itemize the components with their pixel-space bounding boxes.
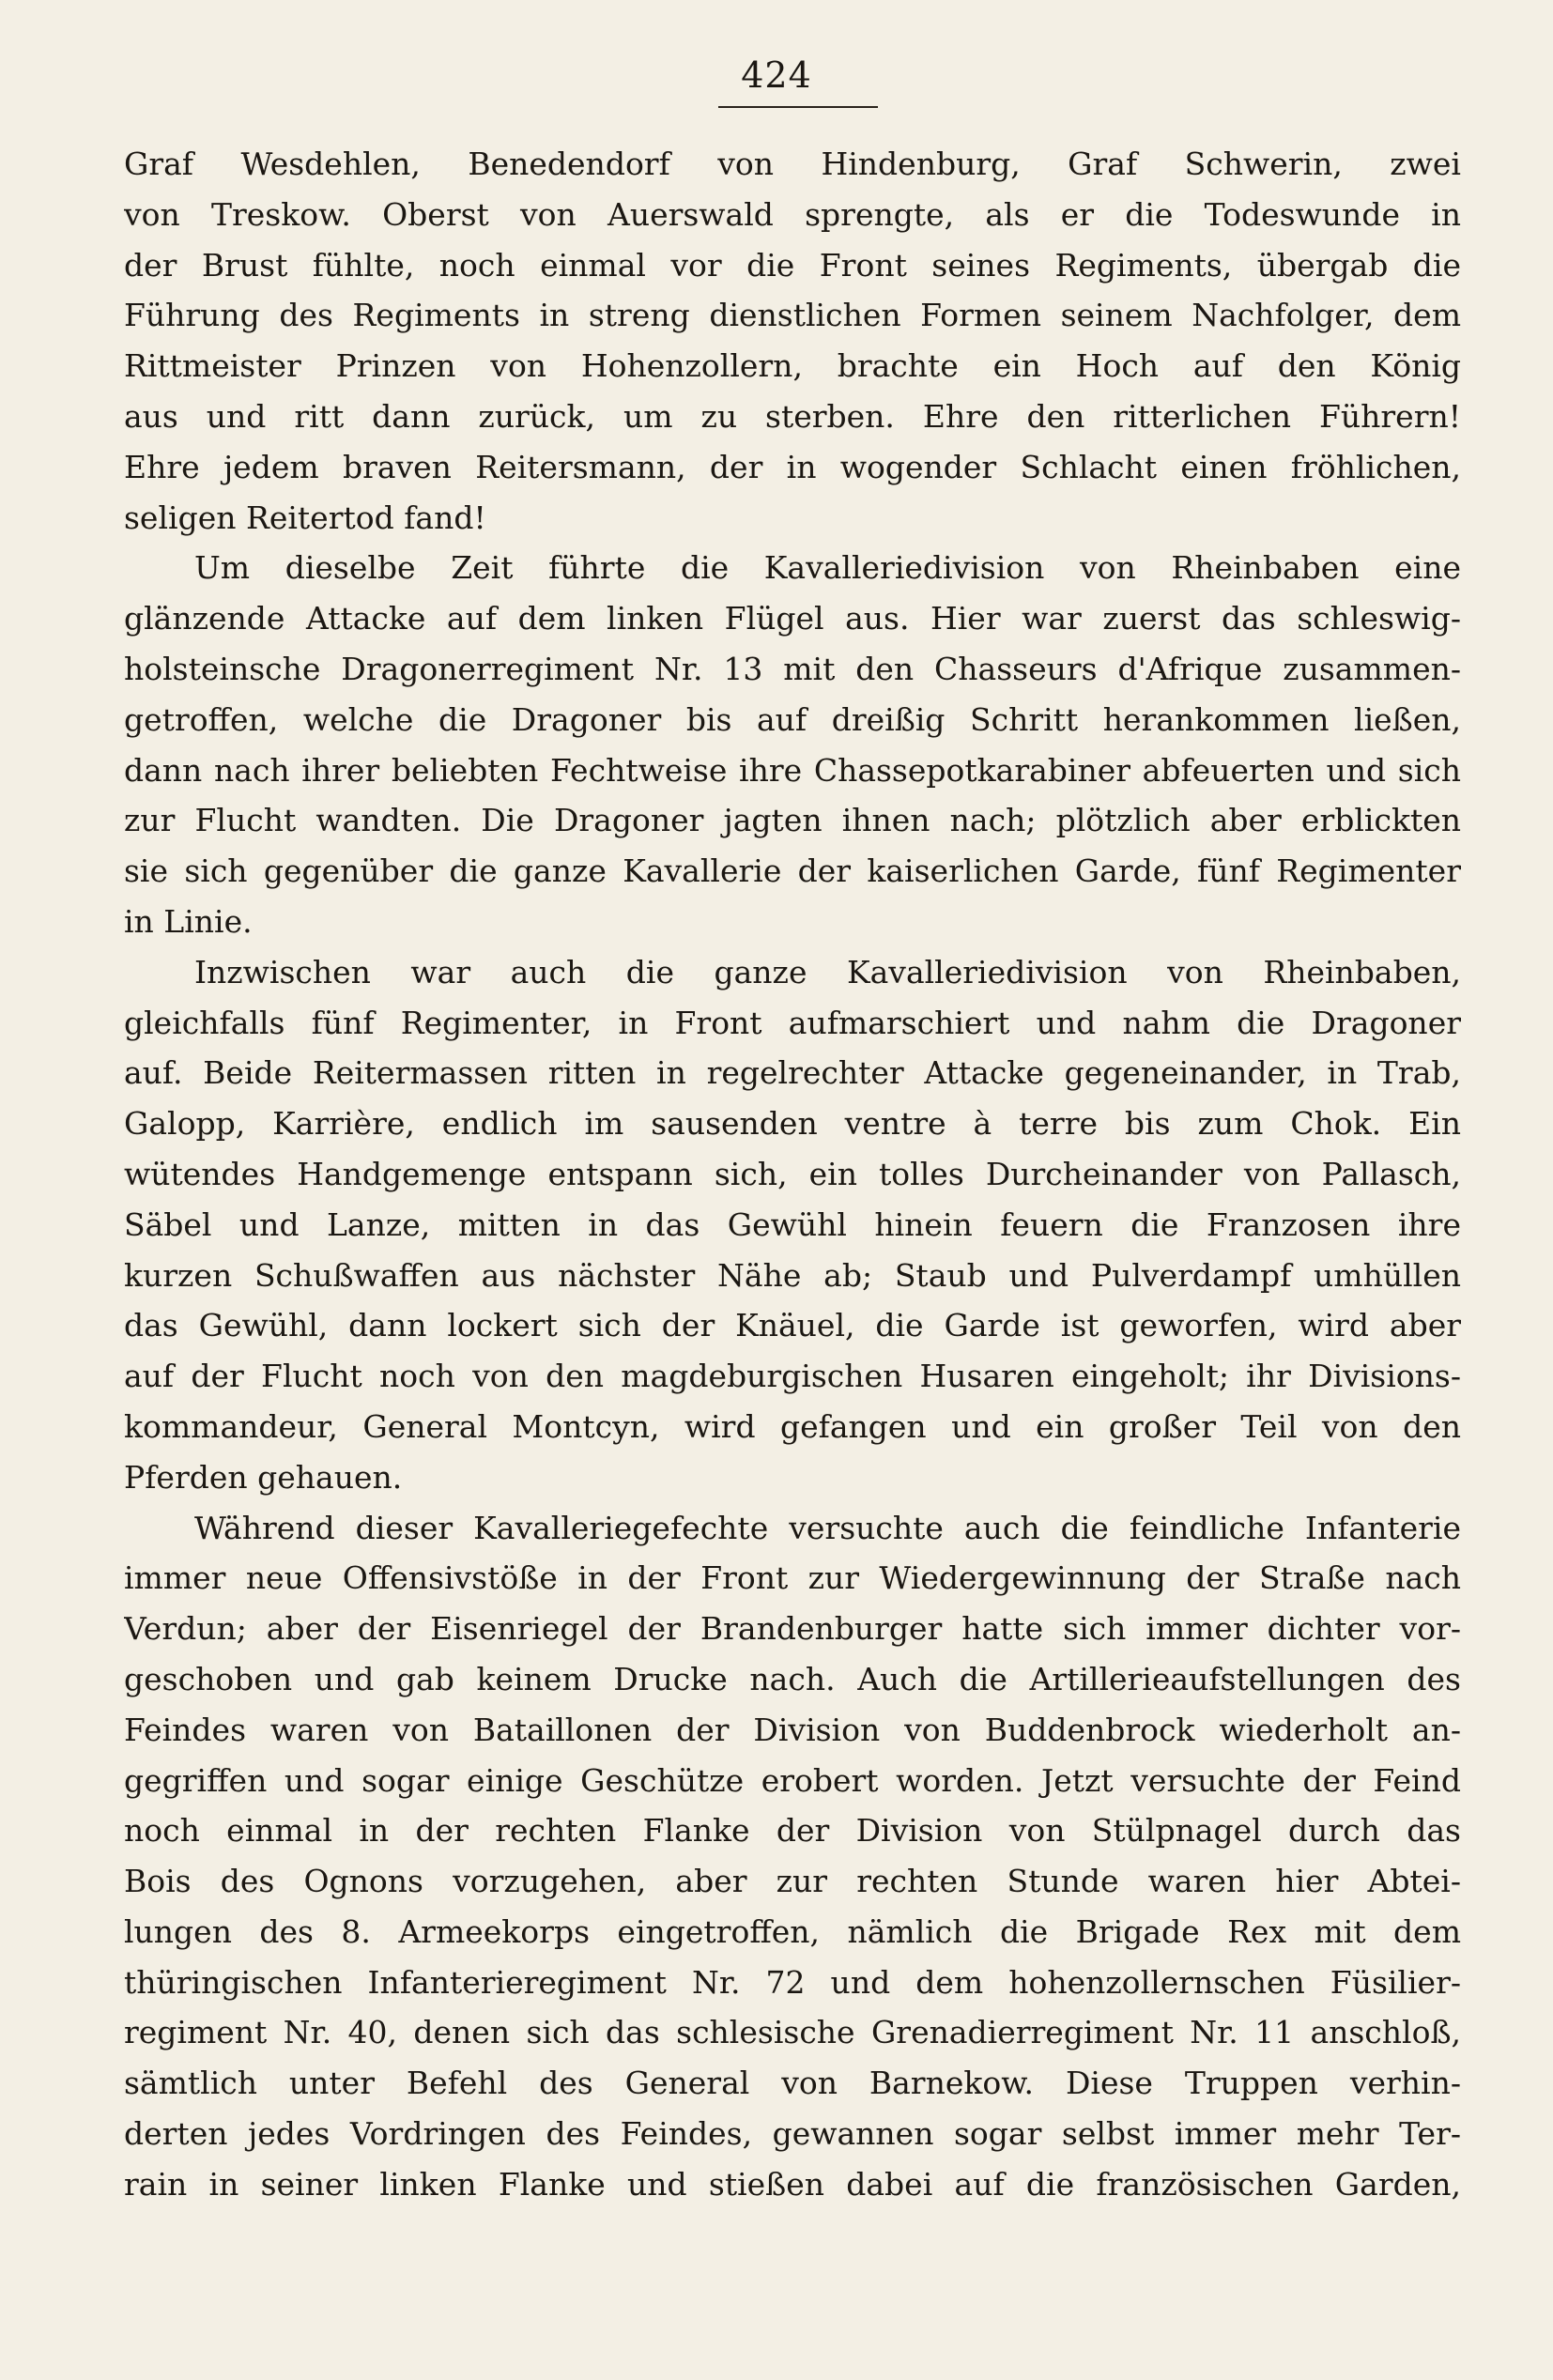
text-line: kurzen Schußwaffen aus nächster Nähe ab; Staub und Pulverdampf umhüllen: [124, 1256, 1461, 1294]
text-line: immer neue Offensivstöße in der Front zur Wiedergewinnung der Straße nach: [124, 1559, 1461, 1597]
text-line: dann nach ihrer beliebten Fechtweise ihre Chassepotkarabiner abfeuerten und sich: [124, 751, 1461, 789]
text-line: sämtlich unter Befehl des General von Barnekow. Diese Truppen verhin-: [124, 2065, 1461, 2102]
text-line: wütendes Handgemenge entspann sich, ein tolles Durcheinander von Pallasch,: [124, 1155, 1461, 1192]
text-line: seligen Reitertod fand!: [124, 499, 486, 536]
text-line: regiment Nr. 40, denen sich das schlesische Grenadierregiment Nr. 11 anschloß,: [124, 2014, 1461, 2051]
text-line: Bois des Ognons vorzugehen, aber zur rechten Stunde waren hier Abtei-: [124, 1863, 1461, 1900]
body-text: [124, 139, 1461, 2210]
text-line: holsteinsche Dragonerregiment Nr. 13 mit den Chasseurs d'Afrique zusammen-: [124, 650, 1461, 687]
header-rule: [718, 106, 878, 108]
text-line: sie sich gegenüber die ganze Kavallerie der kaiserlichen Garde, fünf Regimenter: [124, 852, 1461, 890]
text-line: glänzende Attacke auf dem linken Flügel aus. Hier war zuerst das schleswig-: [124, 600, 1461, 637]
text-line: Feindes waren von Bataillonen der Division von Buddenbrock wiederholt an-: [124, 1711, 1461, 1748]
text-line: zur Flucht wandten. Die Dragoner jagten ihnen nach; plötzlich aber erblickten: [124, 802, 1461, 839]
text-line: Führung des Regiments in streng dienstlichen Formen seinem Nachfolger, dem: [124, 297, 1461, 334]
text-line: der Brust fühlte, noch einmal vor die Front seines Regiments, übergab die: [124, 246, 1461, 284]
text-line: Rittmeister Prinzen von Hohenzollern, brachte ein Hoch auf den König: [124, 347, 1461, 385]
text-line: in Linie.: [124, 902, 253, 940]
text-line: Graf Wesdehlen, Benedendorf von Hindenburg, Graf Schwerin, zwei: [124, 146, 1461, 182]
text-line: getroffen, welche die Dragoner bis auf dreißig Schritt herankommen ließen,: [124, 700, 1461, 738]
text-line: rain in seiner linken Flanke und stießen dabei auf die französischen Garden,: [124, 2165, 1461, 2203]
text-line: Säbel und Lanze, mitten in das Gewühl hinein feuern die Franzosen ihre: [124, 1205, 1461, 1243]
text-line: Verdun; aber der Eisenriegel der Brandenburger hatte sich immer dichter vor-: [124, 1610, 1461, 1648]
text-line: gegriffen und sogar einige Geschütze erobert worden. Jetzt versuchte der Feind: [124, 1761, 1461, 1799]
text-line: Galopp, Karrière, endlich im sausenden ventre à terre bis zum Chok. Ein: [124, 1105, 1461, 1143]
page-number: 424: [741, 54, 812, 96]
text-line: Um dieselbe Zeit führte die Kavalleriedivision von Rheinbaben eine: [194, 549, 1461, 587]
text-line: das Gewühl, dann lockert sich der Knäuel, die Garde ist geworfen, wird aber: [124, 1307, 1461, 1344]
text-line: kommandeur, General Montcyn, wird gefangen und ein großer Teil von den: [124, 1407, 1461, 1445]
text-line: gleichfalls fünf Regimenter, in Front aufmarschiert und nahm die Dragoner: [124, 1004, 1461, 1041]
text-line: Ehre jedem braven Reitersmann, der in wogender Schlacht einen fröhlichen,: [124, 448, 1461, 485]
text-line: Inzwischen war auch die ganze Kavalleriedivision von Rheinbaben,: [194, 953, 1461, 990]
text-line: auf. Beide Reitermassen ritten in regelrechter Attacke gegeneinander, in Trab,: [124, 1054, 1461, 1092]
text-line: aus und ritt dann zurück, um zu sterben. Ehre den ritterlichen Führern!: [124, 397, 1461, 435]
text-line: geschoben und gab keinem Drucke nach. Auch die Artillerieaufstellungen des: [124, 1660, 1461, 1697]
text-line: auf der Flucht noch von den magdeburgischen Husaren eingeholt; ihr Divisions-: [124, 1358, 1461, 1395]
text-line: von Treskow. Oberst von Auerswald sprengte, als er die Todeswunde in: [124, 195, 1461, 233]
text-line: lungen des 8. Armeekorps eingetroffen, nämlich die Brigade Rex mit dem: [124, 1912, 1461, 1950]
text-line: Pferden gehauen.: [124, 1458, 403, 1496]
text-line: derten jedes Vordringen des Feindes, gewannen sogar selbst immer mehr Ter-: [124, 2115, 1461, 2153]
text-line: Während dieser Kavalleriegefechte versuchte auch die feindliche Infanterie: [194, 1509, 1461, 1546]
text-line: noch einmal in der rechten Flanke der Division von Stülpnagel durch das: [124, 1812, 1461, 1850]
text-line: thüringischen Infanterieregiment Nr. 72 und dem hohenzollernschen Füsilier-: [124, 1963, 1461, 2001]
